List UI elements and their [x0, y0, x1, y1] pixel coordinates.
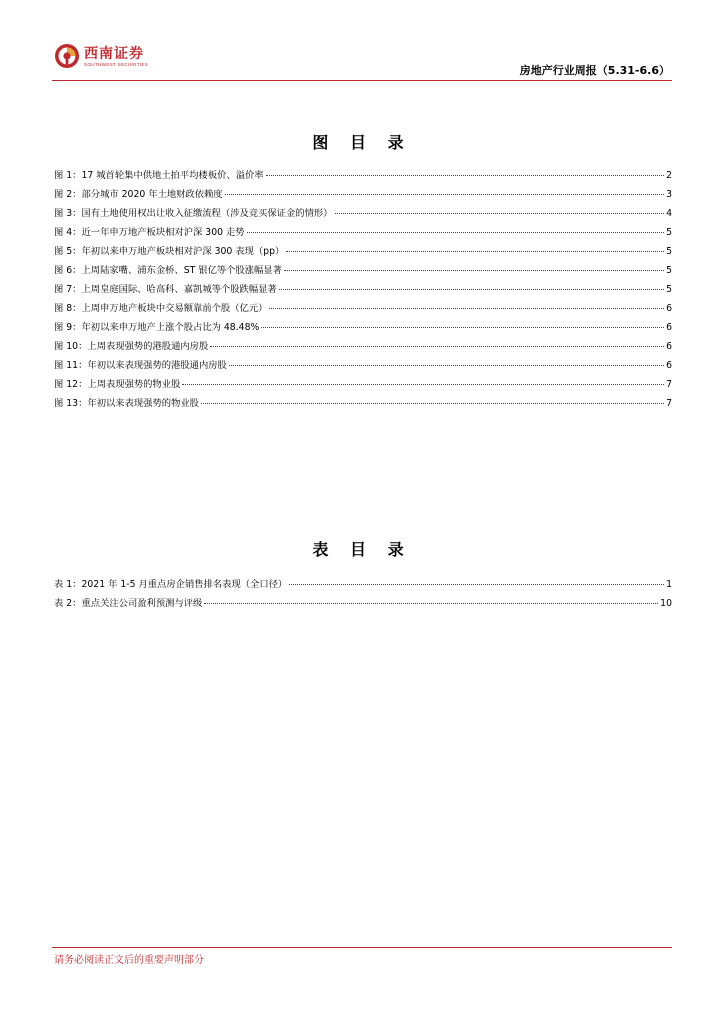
- toc-leader-dots: [279, 289, 664, 290]
- toc-item-text: 17 城首轮集中供地土拍平均楼板价、溢价率: [81, 170, 264, 181]
- toc-item-text: 年初以来申万地产板块相对沪深 300 表现（pp）: [81, 246, 285, 257]
- toc-item-label: 图 9：: [54, 322, 82, 333]
- tables-toc-list: [54, 576, 672, 614]
- toc-item-label: 图 10：: [54, 341, 88, 352]
- toc-item-figure-11[interactable]: [54, 357, 672, 376]
- southwest-securities-logo-icon: [54, 43, 80, 69]
- toc-leader-dots: [286, 251, 664, 252]
- toc-item-text: 上周表现强势的物业股: [87, 379, 181, 390]
- toc-leader-dots: [335, 213, 665, 214]
- toc-item-label: 图 8：: [54, 303, 82, 314]
- toc-item-page: 6: [666, 341, 672, 352]
- toc-item-label: 图 13：: [54, 398, 88, 409]
- toc-item-figure-12[interactable]: [54, 376, 672, 395]
- toc-item-figure-2[interactable]: [54, 186, 672, 205]
- toc-leader-dots: [229, 365, 664, 366]
- toc-leader-dots: [247, 232, 665, 233]
- toc-leader-dots: [269, 308, 664, 309]
- toc-item-label: 图 11：: [54, 360, 88, 371]
- figures-toc-list: [54, 167, 672, 414]
- toc-item-text: 上周申万地产板块中交易额靠前个股（亿元）: [81, 303, 268, 314]
- toc-item-label: 表 2：: [54, 598, 82, 609]
- toc-item-page: 7: [666, 379, 672, 390]
- toc-leader-dots: [201, 403, 664, 404]
- toc-item-page: 4: [666, 208, 672, 219]
- toc-leader-dots: [210, 346, 664, 347]
- toc-item-table-2[interactable]: [54, 595, 672, 614]
- toc-leader-dots: [225, 194, 664, 195]
- footer-disclaimer-notice: 请务必阅读正文后的重要声明部分: [54, 955, 204, 966]
- toc-item-page: 2: [666, 170, 672, 181]
- toc-leader-dots: [204, 603, 658, 604]
- toc-leader-dots: [261, 327, 664, 328]
- toc-item-text: 年初以来申万地产上涨个股占比为 48.48%: [81, 322, 260, 333]
- toc-item-page: 3: [666, 189, 672, 200]
- toc-item-figure-13[interactable]: [54, 395, 672, 414]
- toc-item-text: 2021 年 1-5 月重点房企销售排名表现（全口径）: [81, 579, 288, 590]
- toc-item-text: 国有土地使用权出让收入征缴流程（涉及竞买保证金的情形）: [81, 208, 333, 219]
- toc-item-text: 上周表现强势的港股通内房股: [87, 341, 209, 352]
- toc-item-text: 部分城市 2020 年土地财政依赖度: [81, 189, 223, 200]
- logo-chinese-name: 西南证券: [84, 46, 144, 62]
- toc-item-text: 年初以来表现强势的港股通内房股: [87, 360, 227, 371]
- figures-toc-title: 图 目 录: [312, 133, 412, 152]
- toc-item-label: 图 4：: [54, 227, 82, 238]
- toc-item-figure-8[interactable]: [54, 300, 672, 319]
- toc-item-page: 5: [666, 284, 672, 295]
- toc-item-label: 表 1：: [54, 579, 82, 590]
- toc-item-label: 图 3：: [54, 208, 82, 219]
- footer-divider: [52, 947, 672, 948]
- toc-item-text: 近一年申万地产板块相对沪深 300 走势: [81, 227, 245, 238]
- toc-item-figure-5[interactable]: [54, 243, 672, 262]
- toc-item-text: 上周陆家嘴、浦东金桥、ST 银亿等个股涨幅显著: [81, 265, 282, 276]
- toc-item-text: 重点关注公司盈利预测与评级: [81, 598, 203, 609]
- toc-item-label: 图 7：: [54, 284, 82, 295]
- toc-item-page: 5: [666, 246, 672, 257]
- toc-item-page: 10: [660, 598, 672, 609]
- toc-item-page: 5: [666, 265, 672, 276]
- toc-item-figure-6[interactable]: [54, 262, 672, 281]
- toc-item-figure-7[interactable]: [54, 281, 672, 300]
- toc-item-figure-9[interactable]: [54, 319, 672, 338]
- toc-item-text: 年初以来表现强势的物业股: [87, 398, 199, 409]
- toc-item-figure-1[interactable]: [54, 167, 672, 186]
- toc-item-label: 图 2：: [54, 189, 82, 200]
- toc-item-page: 5: [666, 227, 672, 238]
- toc-item-page: 6: [666, 322, 672, 333]
- toc-item-label: 图 6：: [54, 265, 82, 276]
- page-header: [52, 40, 672, 82]
- logo-english-name: SOUTHWEST SECURITIES: [84, 62, 149, 67]
- toc-item-figure-4[interactable]: [54, 224, 672, 243]
- company-logo: [52, 40, 162, 80]
- toc-item-page: 6: [666, 303, 672, 314]
- report-title: 房地产行业周报（5.31-6.6）: [519, 64, 670, 77]
- header-divider: [52, 80, 672, 81]
- toc-item-table-1[interactable]: [54, 576, 672, 595]
- toc-item-label: 图 12：: [54, 379, 88, 390]
- toc-leader-dots: [266, 175, 664, 176]
- toc-leader-dots: [182, 384, 664, 385]
- toc-item-text: 上周皇庭国际、哈高科、嘉凯城等个股跌幅显著: [81, 284, 277, 295]
- toc-item-figure-3[interactable]: [54, 205, 672, 224]
- toc-leader-dots: [284, 270, 664, 271]
- toc-item-page: 1: [666, 579, 672, 590]
- toc-item-label: 图 1：: [54, 170, 82, 181]
- toc-item-page: 6: [666, 360, 672, 371]
- toc-item-label: 图 5：: [54, 246, 82, 257]
- tables-toc-title: 表 目 录: [312, 540, 412, 559]
- toc-item-figure-10[interactable]: [54, 338, 672, 357]
- toc-item-page: 7: [666, 398, 672, 409]
- toc-leader-dots: [289, 584, 664, 585]
